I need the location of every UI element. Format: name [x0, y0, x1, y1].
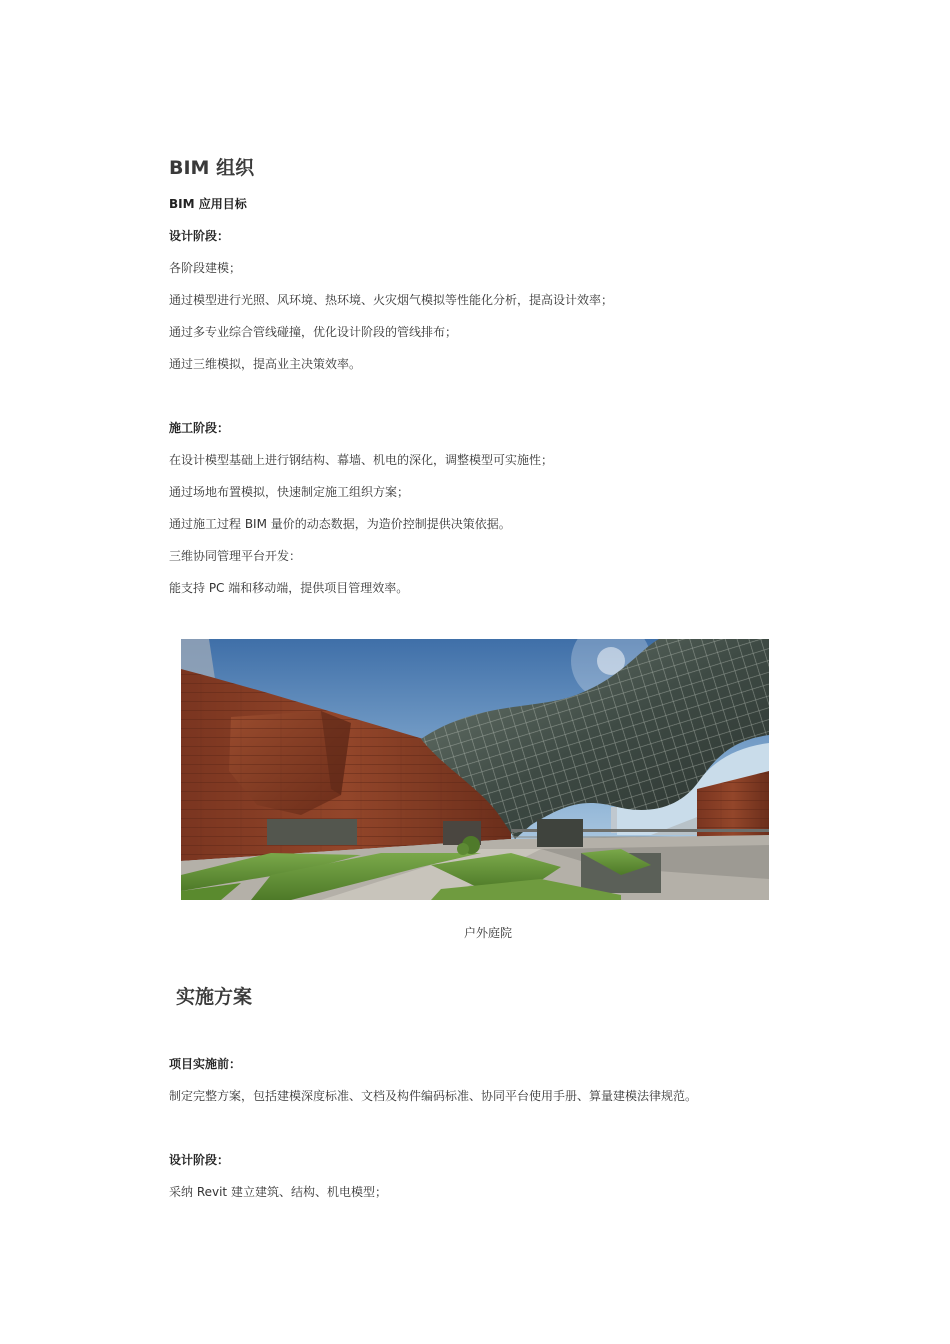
section-title-bim: BIM 组织	[169, 157, 255, 179]
paragraph: 通过三维模拟，提高业主决策效率。	[169, 357, 362, 371]
section-title-plan: 实施方案	[176, 986, 253, 1008]
heading-design-stage: 设计阶段：	[169, 229, 230, 243]
courtyard-photo	[181, 639, 769, 900]
heading-plan-design-stage: 设计阶段：	[169, 1153, 230, 1167]
paragraph: 各阶段建模；	[169, 261, 242, 275]
figure-caption: 户外庭院	[463, 926, 512, 940]
paragraph: 通过施工过程 BIM 量价的动态数据，为造价控制提供决策依据。	[169, 517, 511, 531]
paragraph: 能支持 PC 端和移动端，提供项目管理效率。	[169, 581, 409, 595]
paragraph: 在设计模型基础上进行钢结构、幕墙、机电的深化，调整模型可实施性；	[169, 453, 554, 467]
paragraph: 制定完整方案，包括建模深度标准、文档及构件编码标准、协同平台使用手册、算量建模法律规范。	[169, 1089, 698, 1103]
courtyard-photo-illustration	[181, 639, 769, 900]
heading-construction-stage: 施工阶段：	[169, 421, 230, 435]
paragraph: 采纳 Revit 建立建筑、结构、机电模型；	[169, 1185, 387, 1199]
paragraph: 通过场地布置模拟，快速制定施工组织方案；	[169, 485, 410, 499]
paragraph: 通过模型进行光照、风环境、热环境、火灾烟气模拟等性能化分析，提高设计效率；	[169, 293, 614, 307]
paragraph: 三维协同管理平台开发：	[169, 549, 302, 563]
paragraph: 通过多专业综合管线碰撞，优化设计阶段的管线排布；	[169, 325, 458, 339]
heading-pre-implementation: 项目实施前：	[169, 1057, 242, 1071]
subtitle-bim-goals: BIM 应用目标	[169, 197, 247, 211]
